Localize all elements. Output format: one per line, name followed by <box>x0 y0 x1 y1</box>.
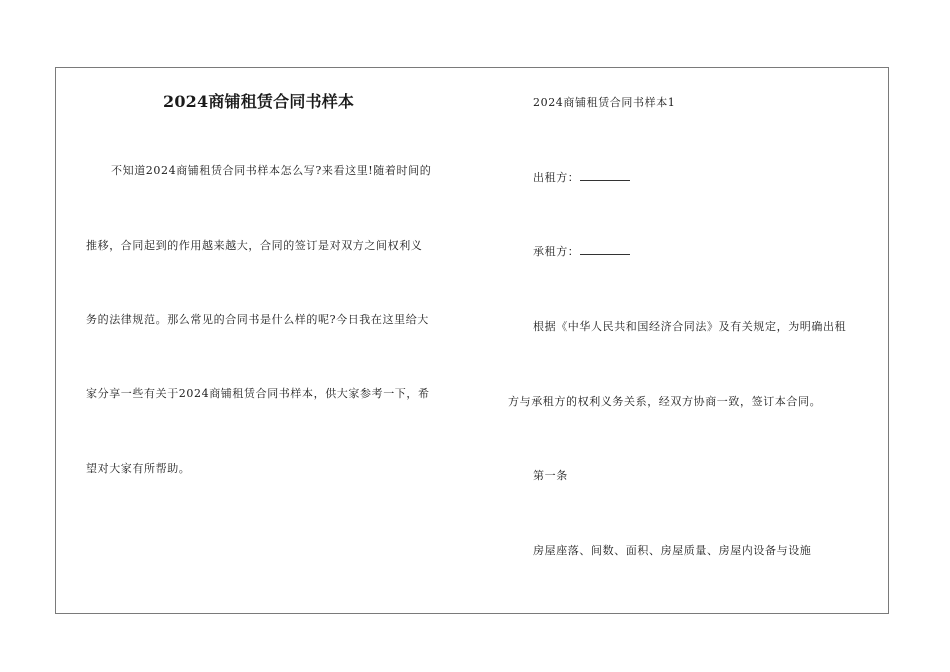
document-title: 2024商铺租赁合同书样本 <box>163 92 355 111</box>
article-1-text: 房屋座落、间数、面积、房屋质量、房屋内设备与设施 <box>533 544 812 557</box>
intro-line-5: 望对大家有所帮助。 <box>86 462 191 475</box>
lessee-blank <box>580 245 630 255</box>
page-frame <box>55 67 889 614</box>
basis-line-2: 方与承租方的权利义务关系，经双方协商一致，签订本合同。 <box>508 395 822 408</box>
lessee-row <box>533 243 630 259</box>
intro-line-4: 家分享一些有关于2024商铺租赁合同书样本，供大家参考一下，希 <box>86 387 430 400</box>
lessor-blank <box>580 171 630 181</box>
article-1-heading: 第一条 <box>533 469 568 482</box>
lessee-label: 承租方： <box>533 245 580 258</box>
sample-heading: 2024商铺租赁合同书样本1 <box>533 96 676 109</box>
lessor-row <box>533 169 630 185</box>
lessor-label: 出租方： <box>533 171 580 184</box>
intro-line-3: 务的法律规范。那么常见的合同书是什么样的呢?今日我在这里给大 <box>86 313 429 326</box>
intro-line-1: 不知道2024商铺租赁合同书样本怎么写?来看这里!随着时间的 <box>111 164 432 177</box>
intro-line-2: 推移，合同起到的作用越来越大，合同的签订是对双方之间权利义 <box>86 239 423 252</box>
basis-line-1: 根据《中华人民共和国经济合同法》及有关规定，为明确出租 <box>533 320 847 333</box>
